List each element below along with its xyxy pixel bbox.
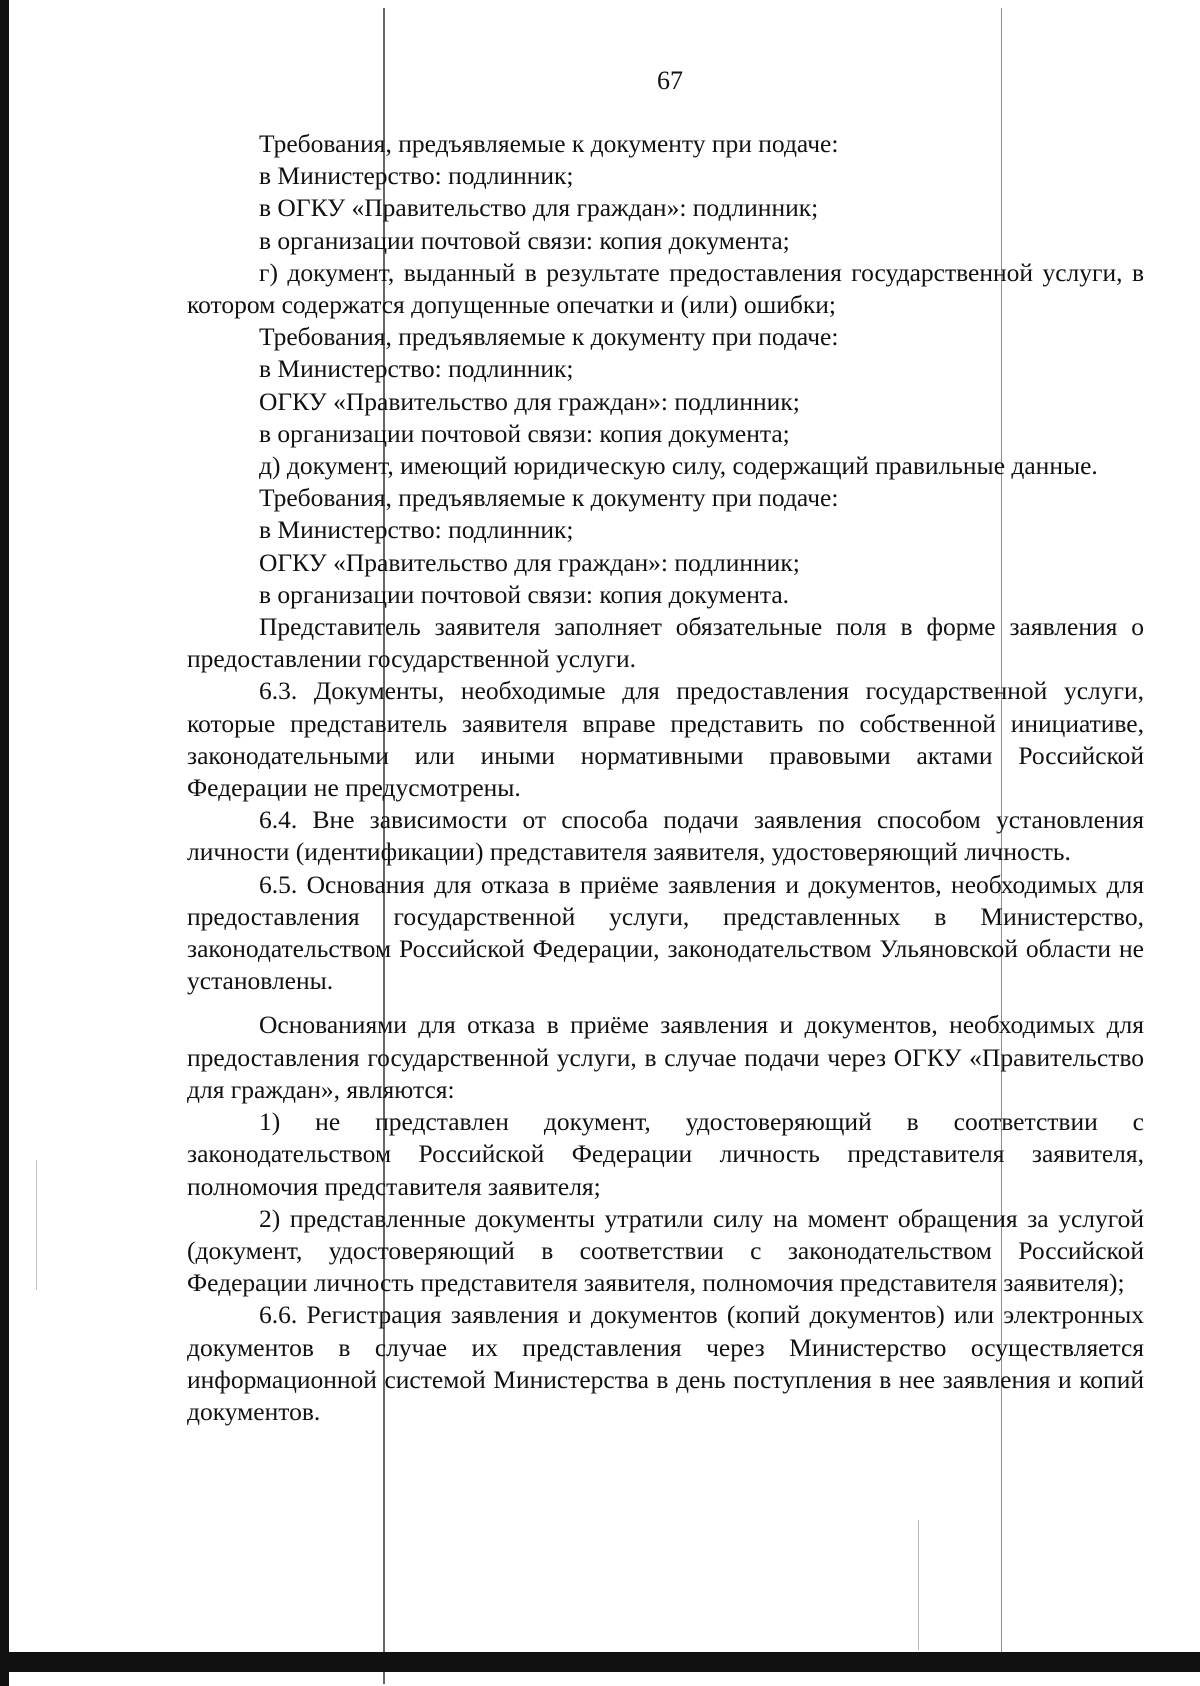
paragraph: 6.4. Вне зависимости от способа подачи заявления способом установления личности (идентификации) представителя заявителя, удостоверяющий личность. [187, 805, 1144, 867]
scan-edge-bottom [0, 1652, 1200, 1672]
paragraph: Требования, предъявляемые к документу при подаче: [259, 322, 839, 352]
paragraph: 6.3. Документы, необходимые для предоставления государственной услуги, которые представитель заявителя вправе представить по собственной инициативе, законодательными или иными нормативными правовыми актами Российской Федерации не предусмотрены. [187, 676, 1144, 803]
paragraph: в Министерство: подлинник; [259, 515, 574, 545]
paragraph: Требования, предъявляемые к документу при подаче: [259, 129, 839, 158]
paragraph: в организации почтовой связи: копия документа. [259, 579, 790, 609]
scan-artifact-line [36, 1160, 37, 1290]
paragraph: 6.5. Основания для отказа в приёме заявления и документов, необходимых для предоставления государственной услуги, представленных в Министерство, законодательством Российской Федерации, законодательством Ульяновской области не установлены. [187, 869, 1144, 996]
paragraph: ОГКУ «Правительство для граждан»: подлинник; [259, 386, 800, 416]
paragraph: г) документ, выданный в результате предоставления государственной услуги, в котором содержатся допущенные опечатки и (или) ошибки; [187, 257, 1144, 320]
document-body [187, 128, 1144, 1428]
scan-artifact-line [918, 1520, 919, 1650]
paragraph: 6.6. Регистрация заявления и документов (копий документов) или электронных документов в случае их представления через Министерство осуществляется информационной системой Министерства в день поступления в нее заявления и копий документов. [187, 1300, 1144, 1426]
paragraph: 1) не представлен документ, удостоверяющий в соответствии с законодательством Российской Федерации личность представителя заявителя, полномочия представителя заявителя; [187, 1107, 1144, 1201]
paragraph: в ОГКУ «Правительство для граждан»: подлинник; [259, 193, 819, 223]
paragraph: в Министерство: подлинник; [259, 161, 574, 191]
paragraph: в Министерство: подлинник; [259, 354, 574, 384]
paragraph: ОГКУ «Правительство для граждан»: подлинник; [259, 547, 800, 577]
scan-edge-left [0, 0, 9, 1686]
paragraph: 2) представленные документы утратили силу на момент обращения за услугой (документ, удостоверяющий в соответствии с законодательством Российской Федерации личность представителя заявителя, полномочия представителя заявителя); [187, 1203, 1144, 1298]
paragraph: Основаниями для отказа в приёме заявления и документов, необходимых для предоставления государственной услуги, в случае подачи через ОГКУ «Правительство для граждан», являются: [187, 1010, 1144, 1104]
paragraph: в организации почтовой связи: копия документа; [259, 418, 790, 448]
paragraph: д) документ, имеющий юридическую силу, содержащий правильные данные. [259, 451, 1098, 481]
paragraph: в организации почтовой связи: копия документа; [259, 225, 790, 255]
paragraph: Представитель заявителя заполняет обязательные поля в форме заявления о предоставлении государственной услуги. [187, 612, 1144, 674]
paragraph: Требования, предъявляемые к документу при подаче: [259, 483, 839, 513]
page-number: 67 [657, 66, 683, 95]
